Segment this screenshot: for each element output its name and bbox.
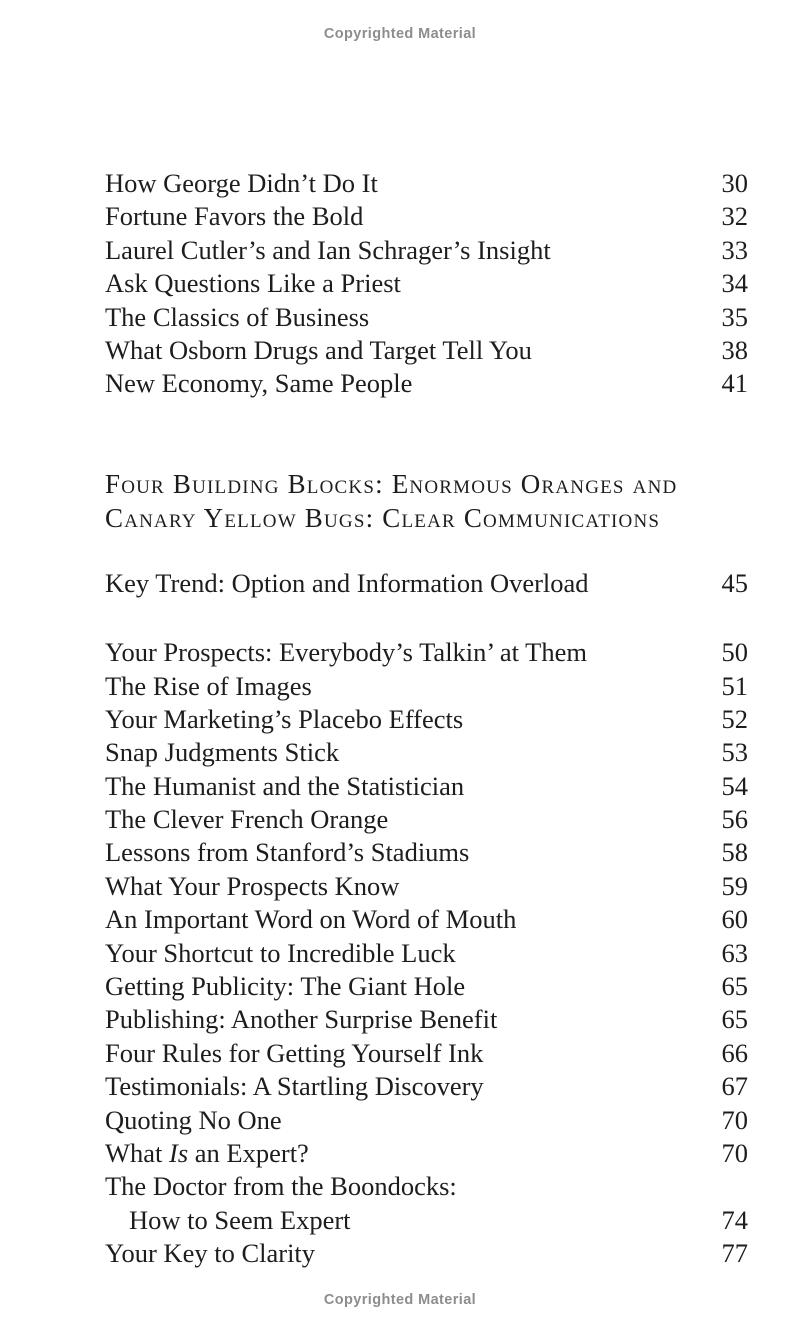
toc-row xyxy=(105,770,748,803)
toc-row xyxy=(105,200,748,233)
toc-row xyxy=(105,836,748,869)
toc-entry-page: 34 xyxy=(721,268,748,299)
toc-entry-title: The Rise of Images xyxy=(105,670,312,701)
toc-row xyxy=(105,1170,748,1203)
toc-entry-page: 35 xyxy=(721,301,748,332)
toc-row xyxy=(105,1070,748,1103)
toc-entry-title: The Classics of Business xyxy=(105,301,370,332)
toc-row xyxy=(105,1037,748,1070)
toc-entry-page: 50 xyxy=(721,637,748,668)
copyright-watermark-bottom: Copyrighted Material xyxy=(323,1292,477,1308)
toc-entry-page: 63 xyxy=(721,937,748,968)
toc-entry-title: Your Key to Clarity xyxy=(105,1238,316,1269)
toc-entry-title: Your Shortcut to Incredible Luck xyxy=(105,937,456,968)
toc-entry-page: 70 xyxy=(721,1104,748,1135)
toc-entry-page: 60 xyxy=(721,904,748,935)
toc-entry-title: What Osborn Drugs and Target Tell You xyxy=(105,334,532,365)
toc-entry-title: Getting Publicity: The Giant Hole xyxy=(105,971,466,1002)
toc-block-1 xyxy=(105,167,748,401)
toc-entry-page: 32 xyxy=(721,201,748,232)
toc-entry-page: 58 xyxy=(721,837,748,868)
toc-entry-page: 66 xyxy=(721,1037,748,1068)
toc-row xyxy=(105,803,748,836)
toc-entry-title: The Doctor from the Boondocks: xyxy=(105,1171,457,1202)
toc-entry-page: 74 xyxy=(721,1204,748,1235)
toc-entry-page: 33 xyxy=(721,234,748,265)
toc-entry-title: Publishing: Another Surprise Benefit xyxy=(105,1004,498,1035)
toc-entry-page: 56 xyxy=(721,804,748,835)
toc-entry-title: What Your Prospects Know xyxy=(105,870,400,901)
toc-entry-title: Fortune Favors the Bold xyxy=(105,201,364,232)
toc-row xyxy=(105,1003,748,1036)
toc-key-trend xyxy=(105,567,748,600)
section-heading-line-1: Four Building Blocks: Enormous Oranges and xyxy=(105,468,678,499)
copyright-watermark-top: Copyrighted Material xyxy=(323,26,477,42)
toc-entry-page: 65 xyxy=(721,1004,748,1035)
toc-entry-title: Lessons from Stanford’s Stadiums xyxy=(105,837,470,868)
toc-entry-page: 45 xyxy=(721,567,748,598)
toc-entry-page: 59 xyxy=(721,870,748,901)
toc-row xyxy=(105,1104,748,1137)
toc-entry-title: How George Didn’t Do It xyxy=(105,168,378,198)
toc-block-2 xyxy=(105,636,748,1270)
toc-entry-page: 70 xyxy=(721,1137,748,1168)
toc-row xyxy=(105,334,748,367)
toc-entry-title: What Is an Expert? xyxy=(105,1137,309,1168)
toc-row xyxy=(105,937,748,970)
toc-row xyxy=(105,970,748,1003)
toc-entry-title: Snap Judgments Stick xyxy=(105,737,340,768)
toc-row xyxy=(105,703,748,736)
toc-entry-title: Laurel Cutler’s and Ian Schrager’s Insight xyxy=(105,234,551,265)
toc-entry-page: 53 xyxy=(721,737,748,768)
toc-row xyxy=(105,636,748,669)
toc-row xyxy=(105,670,748,703)
toc-entry-page: 77 xyxy=(721,1238,748,1269)
toc-entry-title: Your Prospects: Everybody’s Talkin’ at Them xyxy=(105,637,587,668)
toc-entry-page: 41 xyxy=(721,368,748,399)
toc-entry-title: New Economy, Same People xyxy=(105,368,413,399)
toc-row xyxy=(105,870,748,903)
toc-row xyxy=(105,167,748,200)
toc-entry-title: Key Trend: Option and Information Overload xyxy=(105,567,589,598)
section-heading-line-2: Canary Yellow Bugs: Clear Communications xyxy=(105,502,661,533)
toc-row xyxy=(105,903,748,936)
toc-row xyxy=(105,367,748,400)
toc-entry-title: Testimonials: A Startling Discovery xyxy=(105,1071,484,1102)
toc-row xyxy=(105,301,748,334)
toc-entry-page: 67 xyxy=(721,1071,748,1102)
toc-row xyxy=(105,1204,748,1237)
toc-entry-page: 30 xyxy=(721,168,748,198)
toc-entry-page: 54 xyxy=(721,770,748,801)
section-heading xyxy=(105,467,748,535)
toc-entry-title: The Humanist and the Statistician xyxy=(105,770,465,801)
toc-row xyxy=(105,567,748,600)
toc-entry-title: The Clever French Orange xyxy=(105,804,389,835)
toc-entry-page: 65 xyxy=(721,971,748,1002)
toc-row xyxy=(105,234,748,267)
toc-entry-title: Quoting No One xyxy=(105,1104,282,1135)
table-of-contents xyxy=(105,167,748,1271)
toc-entry-page: 52 xyxy=(721,703,748,734)
toc-row xyxy=(105,267,748,300)
toc-entry-page: 51 xyxy=(721,670,748,701)
toc-row xyxy=(105,1137,748,1170)
toc-entry-title: Ask Questions Like a Priest xyxy=(105,268,401,299)
toc-entry-title: An Important Word on Word of Mouth xyxy=(105,904,517,935)
toc-entry-page: 38 xyxy=(721,334,748,365)
toc-entry-title: Your Marketing’s Placebo Effects xyxy=(105,703,464,734)
toc-row xyxy=(105,1237,748,1270)
toc-entry-title: How to Seem Expert xyxy=(129,1204,351,1235)
toc-entry-title: Four Rules for Getting Yourself Ink xyxy=(105,1037,484,1068)
toc-row xyxy=(105,736,748,769)
